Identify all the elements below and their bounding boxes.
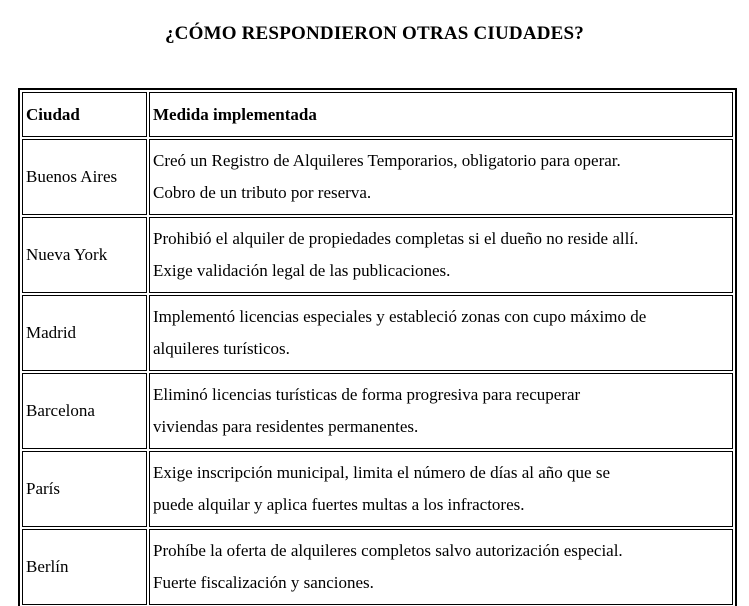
measure-line: Creó un Registro de Alquileres Temporarios, obligatorio para operar. bbox=[153, 151, 621, 170]
measure-line: Exige inscripción municipal, limita el número de días al año que se bbox=[153, 463, 610, 482]
measure-line: alquileres turísticos. bbox=[153, 339, 290, 358]
measure-line: puede alquilar y aplica fuertes multas a los infractores. bbox=[153, 495, 525, 514]
measure-line: Eliminó licencias turísticas de forma progresiva para recuperar bbox=[153, 385, 581, 404]
table-row bbox=[22, 139, 733, 215]
table-header-row bbox=[22, 92, 733, 137]
cities-measures-table bbox=[18, 88, 737, 606]
measure-cell bbox=[149, 373, 733, 449]
measure-cell bbox=[149, 451, 733, 527]
city-cell: Madrid bbox=[22, 295, 147, 371]
city-cell: Nueva York bbox=[22, 217, 147, 293]
page-title: ¿CÓMO RESPONDIERON OTRAS CIUDADES? bbox=[164, 23, 585, 44]
table-row bbox=[22, 217, 733, 293]
header-medida: Medida implementada bbox=[149, 92, 733, 137]
table-row bbox=[22, 373, 733, 449]
city-cell: Buenos Aires bbox=[22, 139, 147, 215]
measure-cell bbox=[149, 529, 733, 605]
measure-line: Cobro de un tributo por reserva. bbox=[153, 183, 372, 202]
measure-line: Fuerte fiscalización y sanciones. bbox=[153, 573, 374, 592]
measure-line: Prohibió el alquiler de propiedades completas si el dueño no reside allí. bbox=[153, 229, 639, 248]
city-cell: Berlín bbox=[22, 529, 147, 605]
measure-line: Exige validación legal de las publicaciones. bbox=[153, 261, 451, 280]
measure-line: Prohíbe la oferta de alquileres completos salvo autorización especial. bbox=[153, 541, 623, 560]
table-row bbox=[22, 529, 733, 605]
city-cell: Barcelona bbox=[22, 373, 147, 449]
table-row bbox=[22, 451, 733, 527]
measure-cell bbox=[149, 295, 733, 371]
measure-line: Implementó licencias especiales y estableció zonas con cupo máximo de bbox=[153, 307, 647, 326]
measure-cell bbox=[149, 139, 733, 215]
header-ciudad: Ciudad bbox=[22, 92, 147, 137]
table-row bbox=[22, 295, 733, 371]
measure-line: viviendas para residentes permanentes. bbox=[153, 417, 419, 436]
measure-cell bbox=[149, 217, 733, 293]
city-cell: París bbox=[22, 451, 147, 527]
